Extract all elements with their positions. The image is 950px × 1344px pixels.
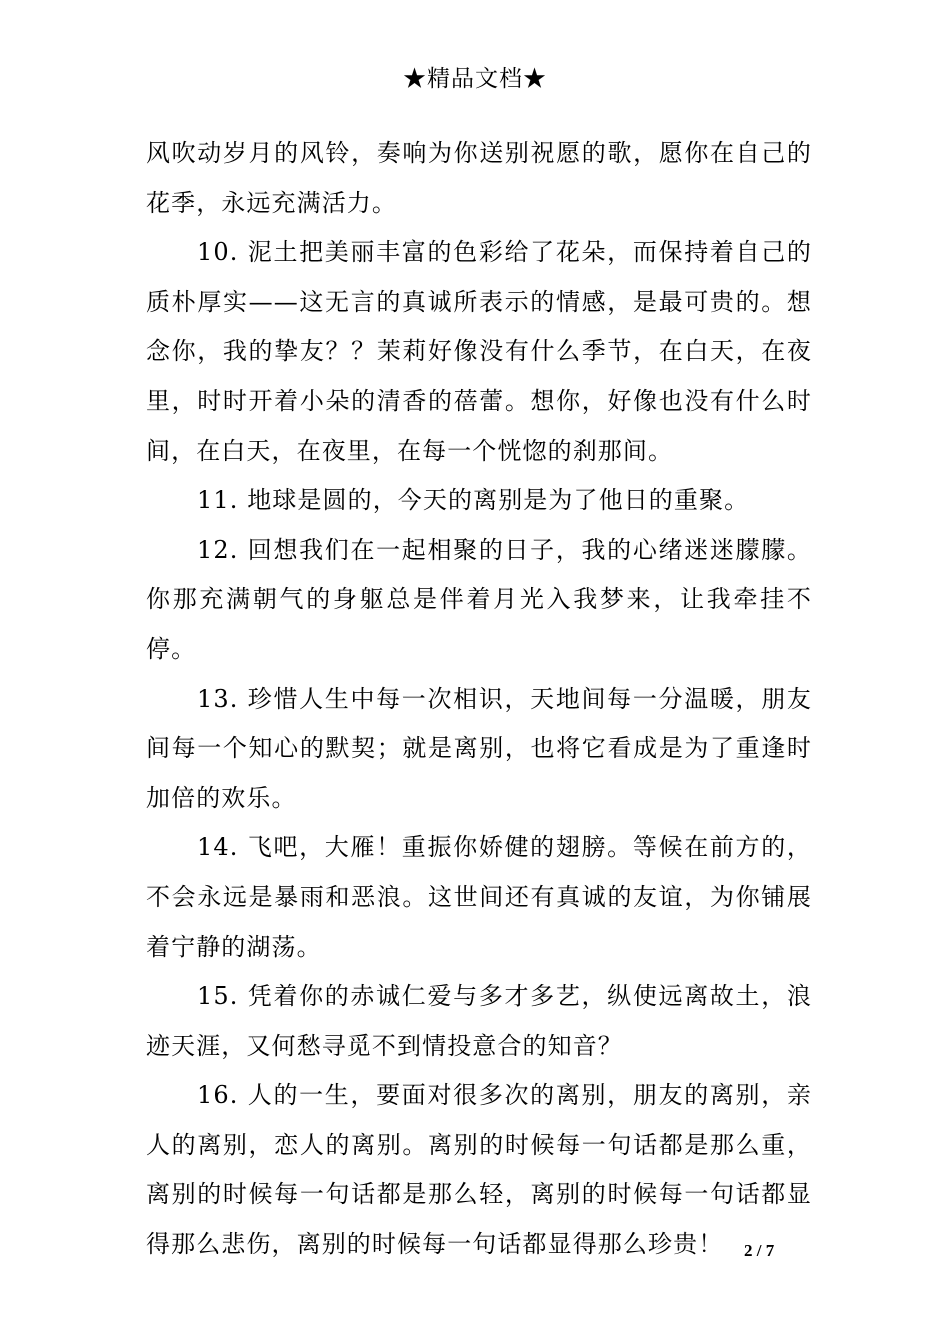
document-body bbox=[146, 129, 812, 1270]
document-header: ★精品文档★ bbox=[403, 66, 547, 92]
paragraph-16: 16. 人的一生，要面对很多次的离别，朋友的离别，亲人的离别，恋人的离别。离别的时候每一句话都是那么重，离别的时候每一句话都是那么轻，离别的时候每一句话都显得那么悲伤，离别的时候每一句话都显得那么珍贵！ bbox=[146, 1081, 812, 1259]
paragraph-14: 14. 飞吧，大雁！重振你娇健的翅膀。等候在前方的，不会永远是暴雨和恶浪。这世间还有真诚的友谊，为你铺展着宁静的湖荡。 bbox=[146, 833, 812, 961]
paragraph-15: 15. 凭着你的赤诚仁爱与多才多艺，纵使远离故土，浪迹天涯，又何愁寻觅不到情投意合的知音？ bbox=[146, 982, 812, 1060]
paragraph-12: 12. 回想我们在一起相聚的日子，我的心绪迷迷朦朦。你那充满朝气的身躯总是伴着月光入我梦来，让我牵挂不停。 bbox=[146, 535, 812, 663]
paragraph-10: 10. 泥土把美丽丰富的色彩给了花朵，而保持着自己的质朴厚实——这无言的真诚所表示的情感，是最可贵的。想念你，我的挚友？？茉莉好像没有什么季节，在白天，在夜里，时时开着小朵的清香的蓓蕾。想你，好像也没有什么时间，在白天，在夜里，在每一个恍惚的刹那间。 bbox=[146, 238, 812, 465]
page-number: 2 / 7 bbox=[744, 1241, 775, 1260]
paragraph-13: 13. 珍惜人生中每一次相识，天地间每一分温暖，朋友间每一个知心的默契；就是离别，也将它看成是为了重逢时加倍的欢乐。 bbox=[146, 684, 812, 812]
paragraph-11: 11. 地球是圆的，今天的离别是为了他日的重聚。 bbox=[197, 486, 750, 515]
paragraph-continued: 风吹动岁月的风铃，奏响为你送别祝愿的歌，愿你在自己的花季，永远充满活力。 bbox=[146, 139, 812, 217]
